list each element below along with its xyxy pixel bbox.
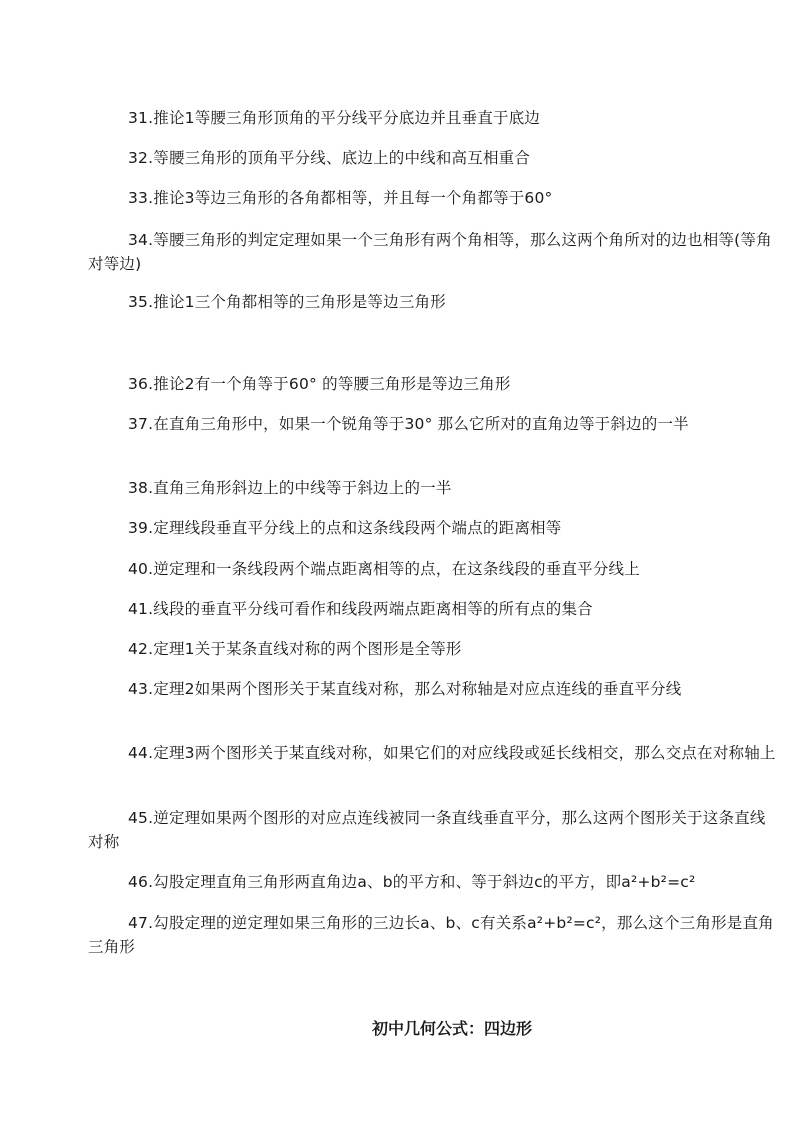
paragraph-46: 46.勾股定理直角三角形两直角边a、b的平方和、等于斜边c的平方，即a²+b²=c² [128,873,696,891]
paragraph-31: 31.推论1等腰三角形顶角的平分线平分底边并且垂直于底边 [128,109,541,127]
paragraph-42: 42.定理1关于某条直线对称的两个图形是全等形 [128,640,462,658]
paragraph-38: 38.直角三角形斜边上的中线等于斜边上的一半 [128,479,452,497]
paragraph-44: 44.定理3两个图形关于某直线对称，如果它们的对应线段或延长线相交，那么交点在对称轴上 [128,744,776,762]
paragraph-33: 33.推论3等边三角形的各角都相等，并且每一个角都等于60° [128,189,553,207]
paragraph-35: 35.推论1三个角都相等的三角形是等边三角形 [128,293,446,311]
paragraph-32: 32.等腰三角形的顶角平分线、底边上的中线和高互相重合 [128,149,531,167]
paragraph-34: 34.等腰三角形的判定定理如果一个三角形有两个角相等，那么这两个角所对的边也相等(等角对等边) [88,231,772,273]
paragraph-41: 41.线段的垂直平分线可看作和线段两端点距离相等的所有点的集合 [128,600,593,618]
section-heading: 初中几何公式：四边形 [371,1019,532,1038]
paragraph-45: 45.逆定理如果两个图形的对应点连线被同一条直线垂直平分，那么这两个图形关于这条直线对称 [88,809,766,851]
paragraph-43: 43.定理2如果两个图形关于某直线对称，那么对称轴是对应点连线的垂直平分线 [128,680,682,698]
paragraph-36: 36.推论2有一个角等于60° 的等腰三角形是等边三角形 [128,375,511,393]
paragraph-37: 37.在直角三角形中，如果一个锐角等于30° 那么它所对的直角边等于斜边的一半 [128,415,689,433]
paragraph-47: 47.勾股定理的逆定理如果三角形的三边长a、b、c有关系a²+b²=c²，那么这个三角形是直角三角形 [88,914,774,956]
paragraph-40: 40.逆定理和一条线段两个端点距离相等的点，在这条线段的垂直平分线上 [128,560,640,578]
paragraph-39: 39.定理线段垂直平分线上的点和这条线段两个端点的距离相等 [128,519,562,537]
